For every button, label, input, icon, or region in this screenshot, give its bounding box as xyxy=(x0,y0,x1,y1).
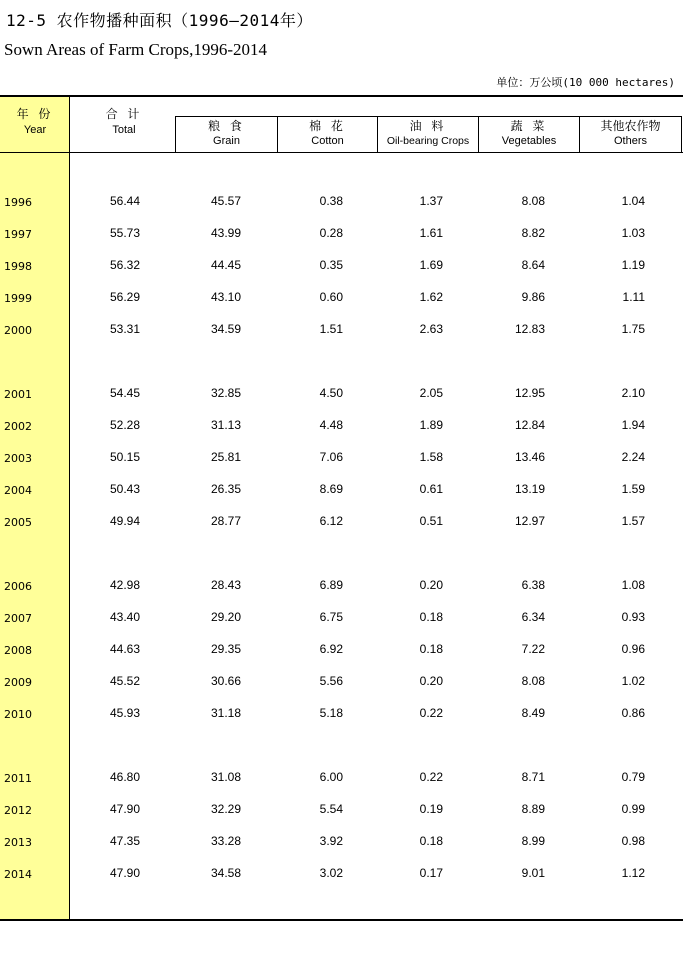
others-cell: 0.99 xyxy=(621,802,645,816)
grain-cell: 43.10 xyxy=(210,290,241,304)
year-cell: 2009 xyxy=(4,676,32,689)
veg-cell: 8.08 xyxy=(521,674,545,688)
oil-cell: 0.19 xyxy=(419,802,443,816)
others-cell: 0.79 xyxy=(621,770,645,784)
cotton-cell: 0.35 xyxy=(319,258,343,272)
veg-cell: 13.19 xyxy=(514,482,545,496)
year-header-cn: 年 份 xyxy=(16,107,54,121)
total-cell: 45.52 xyxy=(109,674,140,688)
cotton-cell: 0.60 xyxy=(319,290,343,304)
total-cell: 49.94 xyxy=(109,514,140,528)
year-cell: 2013 xyxy=(4,836,32,849)
page-title-cn: 12-5 农作物播种面积（1996—2014年） xyxy=(6,11,313,30)
cotton-cell: 3.02 xyxy=(319,866,343,880)
veg-cell: 8.08 xyxy=(521,194,545,208)
table-row xyxy=(0,576,683,596)
year-cell: 2007 xyxy=(4,612,32,625)
oil-cell: 0.17 xyxy=(419,866,443,880)
grain-cell: 31.13 xyxy=(210,418,241,432)
total-cell: 52.28 xyxy=(109,418,140,432)
grain-cell: 28.77 xyxy=(210,514,241,528)
oil-header-cn: 油 料 xyxy=(409,119,447,133)
grain-cell: 45.57 xyxy=(210,194,241,208)
table-row xyxy=(0,800,683,820)
cotton-cell: 4.48 xyxy=(319,418,343,432)
total-cell: 42.98 xyxy=(109,578,140,592)
table-row xyxy=(0,768,683,788)
year-header-en: Year xyxy=(23,124,47,136)
table-row xyxy=(0,608,683,628)
grain-cell: 25.81 xyxy=(210,450,241,464)
table-bottom-rule xyxy=(0,919,683,921)
oil-cell: 1.61 xyxy=(419,226,443,240)
grain-cell: 29.20 xyxy=(210,610,241,624)
oil-cell: 0.61 xyxy=(419,482,443,496)
year-cell: 2014 xyxy=(4,868,32,881)
cotton-cell: 6.00 xyxy=(319,770,343,784)
veg-cell: 6.34 xyxy=(521,610,545,624)
table-row xyxy=(0,480,683,500)
table-row xyxy=(0,224,683,244)
others-cell: 1.12 xyxy=(621,866,645,880)
year-cell: 1997 xyxy=(4,228,32,241)
year-header-rule xyxy=(0,152,70,153)
year-column-highlight xyxy=(0,97,70,919)
others-cell: 0.98 xyxy=(621,834,645,848)
total-cell: 56.29 xyxy=(109,290,140,304)
cotton-cell: 7.06 xyxy=(319,450,343,464)
year-cell: 2010 xyxy=(4,708,32,721)
cotton-cell: 0.28 xyxy=(319,226,343,240)
vegetables-header-en: Vegetables xyxy=(501,135,557,147)
year-cell: 2011 xyxy=(4,772,32,785)
year-cell: 2012 xyxy=(4,804,32,817)
veg-cell: 9.01 xyxy=(521,866,545,880)
cotton-cell: 1.51 xyxy=(319,322,343,336)
grain-cell: 34.58 xyxy=(210,866,241,880)
oil-cell: 0.18 xyxy=(419,642,443,656)
total-cell: 47.35 xyxy=(109,834,140,848)
veg-cell: 6.38 xyxy=(521,578,545,592)
total-cell: 50.43 xyxy=(109,482,140,496)
others-cell: 1.03 xyxy=(621,226,645,240)
total-cell: 44.63 xyxy=(109,642,140,656)
others-header-cn: 其他农作物 xyxy=(600,119,661,133)
oil-cell: 0.18 xyxy=(419,610,443,624)
oil-cell: 0.51 xyxy=(419,514,443,528)
cotton-cell: 6.92 xyxy=(319,642,343,656)
grain-cell: 31.18 xyxy=(210,706,241,720)
oil-cell: 0.20 xyxy=(419,578,443,592)
veg-cell: 7.22 xyxy=(521,642,545,656)
veg-cell: 12.97 xyxy=(514,514,545,528)
year-cell: 2006 xyxy=(4,580,32,593)
others-header-en: Others xyxy=(613,135,647,147)
grain-cell: 34.59 xyxy=(210,322,241,336)
table-row xyxy=(0,704,683,724)
grain-header-en: Grain xyxy=(213,135,240,147)
grain-cell: 44.45 xyxy=(210,258,241,272)
cotton-header-cn: 棉 花 xyxy=(309,119,346,133)
total-header-en: Total xyxy=(112,124,136,136)
table-row xyxy=(0,288,683,308)
year-header xyxy=(0,106,70,138)
cotton-header xyxy=(277,116,377,152)
year-cell: 2002 xyxy=(4,420,32,433)
others-cell: 0.86 xyxy=(621,706,645,720)
table-row xyxy=(0,832,683,852)
table-row xyxy=(0,640,683,660)
total-header xyxy=(72,106,176,138)
total-header-cn: 合 计 xyxy=(105,107,143,121)
others-cell: 1.11 xyxy=(622,290,645,304)
table-row xyxy=(0,864,683,884)
year-cell: 1998 xyxy=(4,260,32,273)
others-cell: 2.24 xyxy=(621,450,645,464)
oil-header-en: Oil-bearing Crops xyxy=(386,135,470,147)
unit-label: 单位：万公顷(10 000 hectares) xyxy=(496,76,675,89)
total-cell: 54.45 xyxy=(109,386,140,400)
grain-cell: 43.99 xyxy=(210,226,241,240)
oil-header xyxy=(377,116,478,152)
total-cell: 56.32 xyxy=(109,258,140,272)
veg-cell: 8.99 xyxy=(521,834,545,848)
table-row xyxy=(0,672,683,692)
cotton-cell: 8.69 xyxy=(319,482,343,496)
grain-header xyxy=(175,116,277,152)
veg-cell: 12.95 xyxy=(514,386,545,400)
veg-cell: 9.86 xyxy=(521,290,545,304)
veg-cell: 8.82 xyxy=(521,226,545,240)
grain-cell: 32.85 xyxy=(210,386,241,400)
others-cell: 1.94 xyxy=(621,418,645,432)
table-top-rule xyxy=(0,95,683,97)
veg-cell: 8.89 xyxy=(521,802,545,816)
cotton-cell: 5.54 xyxy=(319,802,343,816)
table-row xyxy=(0,512,683,532)
cotton-cell: 5.18 xyxy=(319,706,343,720)
cotton-cell: 6.75 xyxy=(319,610,343,624)
total-cell: 43.40 xyxy=(109,610,140,624)
total-cell: 45.93 xyxy=(109,706,140,720)
others-header xyxy=(579,116,682,152)
cotton-header-en: Cotton xyxy=(311,135,344,147)
oil-cell: 0.20 xyxy=(419,674,443,688)
oil-cell: 0.18 xyxy=(419,834,443,848)
grain-cell: 32.29 xyxy=(210,802,241,816)
table-row xyxy=(0,256,683,276)
total-cell: 55.73 xyxy=(109,226,140,240)
others-cell: 1.75 xyxy=(621,322,645,336)
cotton-cell: 5.56 xyxy=(319,674,343,688)
cotton-cell: 3.92 xyxy=(319,834,343,848)
grain-cell: 29.35 xyxy=(210,642,241,656)
total-cell: 47.90 xyxy=(109,866,140,880)
cotton-cell: 0.38 xyxy=(319,194,343,208)
total-cell: 56.44 xyxy=(109,194,140,208)
header-bottom-rule xyxy=(70,152,683,153)
total-cell: 50.15 xyxy=(109,450,140,464)
table-row xyxy=(0,448,683,468)
year-cell: 2000 xyxy=(4,324,32,337)
vegetables-header xyxy=(478,116,579,152)
oil-cell: 1.89 xyxy=(419,418,443,432)
oil-cell: 2.63 xyxy=(419,322,443,336)
veg-cell: 8.64 xyxy=(521,258,545,272)
oil-cell: 1.58 xyxy=(419,450,443,464)
veg-cell: 12.83 xyxy=(514,322,545,336)
others-cell: 1.08 xyxy=(621,578,645,592)
veg-cell: 13.46 xyxy=(514,450,545,464)
year-cell: 1996 xyxy=(4,196,32,209)
others-cell: 1.04 xyxy=(621,194,645,208)
table-row xyxy=(0,320,683,340)
others-cell: 1.57 xyxy=(621,514,645,528)
grain-cell: 28.43 xyxy=(210,578,241,592)
oil-cell: 2.05 xyxy=(419,386,443,400)
grain-cell: 33.28 xyxy=(210,834,241,848)
oil-cell: 1.69 xyxy=(419,258,443,272)
total-cell: 46.80 xyxy=(109,770,140,784)
others-cell: 2.10 xyxy=(621,386,645,400)
year-cell: 1999 xyxy=(4,292,32,305)
table-row xyxy=(0,384,683,404)
others-cell: 1.19 xyxy=(621,258,645,272)
total-cell: 53.31 xyxy=(109,322,140,336)
oil-cell: 1.62 xyxy=(419,290,443,304)
page-title-en: Sown Areas of Farm Crops,1996-2014 xyxy=(4,40,268,59)
table-row xyxy=(0,192,683,212)
oil-cell: 1.37 xyxy=(419,194,443,208)
grain-cell: 26.35 xyxy=(210,482,241,496)
oil-cell: 0.22 xyxy=(419,770,443,784)
table-row xyxy=(0,416,683,436)
oil-cell: 0.22 xyxy=(419,706,443,720)
veg-cell: 8.49 xyxy=(521,706,545,720)
veg-cell: 8.71 xyxy=(521,770,545,784)
cotton-cell: 4.50 xyxy=(319,386,343,400)
grain-cell: 30.66 xyxy=(210,674,241,688)
vegetables-header-cn: 蔬 菜 xyxy=(510,119,548,133)
year-cell: 2001 xyxy=(4,388,32,401)
others-cell: 0.93 xyxy=(621,610,645,624)
others-cell: 0.96 xyxy=(621,642,645,656)
total-cell: 47.90 xyxy=(109,802,140,816)
others-cell: 1.59 xyxy=(621,482,645,496)
year-cell: 2004 xyxy=(4,484,32,497)
grain-cell: 31.08 xyxy=(210,770,241,784)
year-cell: 2005 xyxy=(4,516,32,529)
veg-cell: 12.84 xyxy=(514,418,545,432)
grain-header-cn: 粮 食 xyxy=(208,119,245,133)
cotton-cell: 6.12 xyxy=(319,514,343,528)
year-cell: 2008 xyxy=(4,644,32,657)
others-cell: 1.02 xyxy=(621,674,645,688)
cotton-cell: 6.89 xyxy=(319,578,343,592)
year-cell: 2003 xyxy=(4,452,32,465)
